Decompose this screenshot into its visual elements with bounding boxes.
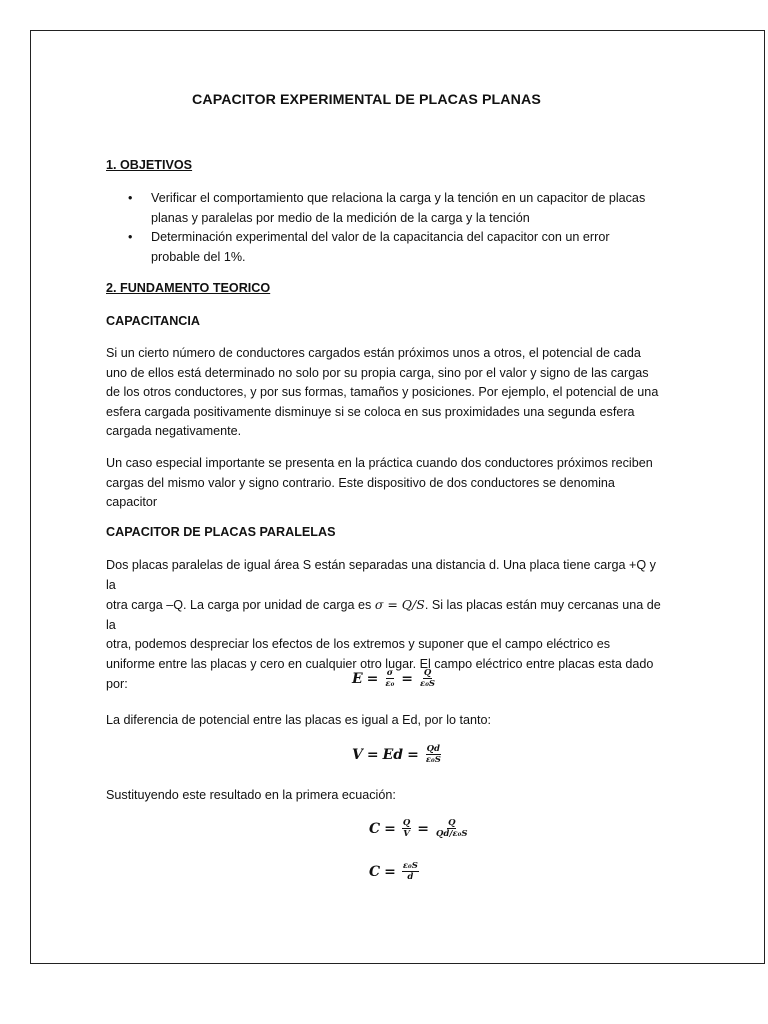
paragraph-text: . Si las placas están muy cercanas una de la (106, 598, 661, 632)
paragraph-capacitancia (106, 344, 666, 442)
fraction (419, 668, 436, 689)
fraction-denominator: Qd/ε₀S (436, 829, 468, 839)
list-item (106, 228, 666, 267)
inline-formula-sigma: σ = Q/S (374, 597, 425, 613)
bullet-icon: • (128, 191, 133, 205)
equals-sign: = (384, 863, 396, 880)
fraction-denominator: ε₀S (425, 755, 441, 765)
paragraph-sustituyendo: Sustituyendo este resultado en la primera ecuación: (106, 788, 396, 802)
equals-sign: = (366, 746, 379, 763)
fraction-numerator: Q (423, 668, 432, 678)
fraction-numerator: Q (448, 818, 456, 828)
equals-sign: = (417, 820, 430, 837)
paragraph-caso-especial (106, 454, 666, 513)
fraction-denominator: ε₀ (385, 679, 395, 689)
equals-sign: = (401, 670, 414, 687)
fraction-numerator: Q (402, 818, 411, 828)
objectives-list (106, 189, 666, 267)
fraction (435, 818, 468, 839)
fraction-denominator: V (403, 829, 410, 839)
bullet-icon: • (128, 230, 133, 245)
subheading-capacitancia: CAPACITANCIA (106, 314, 200, 328)
fraction-denominator: d (407, 872, 414, 882)
paragraph-line: por: (106, 676, 128, 691)
document-title: CAPACITOR EXPERIMENTAL DE PLACAS PLANAS (192, 92, 541, 108)
list-item-line: Verificar el comportamiento que relaciona la carga y la tención en un capacitor de placas (151, 191, 646, 205)
formula-symbol: V (352, 746, 363, 763)
fraction (402, 818, 411, 839)
formula-symbol: C (369, 863, 381, 880)
fraction (402, 861, 419, 882)
formula-capacitance-final (369, 861, 421, 882)
section-heading-fundamento: 2. FUNDAMENTO TEORICO (106, 281, 271, 295)
equals-sign: = (407, 746, 419, 763)
fraction-numerator: σ (386, 668, 393, 678)
paragraph-line: otra, podemos despreciar los efectos de los extremos y suponer que el campo eléctrico es (106, 637, 611, 652)
equals-sign: = (366, 670, 379, 687)
equals-sign: = (384, 820, 396, 837)
paragraph-line: Dos placas paralelas de igual área S están separadas una distancia d. Una placa tiene carga +Q y la (106, 558, 656, 592)
list-item-line: probable del 1%. (151, 249, 246, 264)
paragraph-line: uno de ellos está determinado no solo por su propia carga, sino por el valor y signo de las cargas (106, 365, 649, 380)
list-item (106, 189, 666, 228)
paragraph-line (106, 595, 666, 635)
formula-potential (352, 744, 444, 765)
fraction-numerator: Qd (426, 744, 440, 754)
section-heading-objetivos: 1. OBJETIVOS (106, 158, 193, 172)
fraction-numerator: ε₀S (402, 861, 418, 871)
paragraph-line: Un caso especial importante se presenta en la práctica cuando dos conductores próximos reciben (106, 456, 653, 470)
list-item-line: Determinación experimental del valor de la capacitancia del capacitor con un error (151, 230, 610, 245)
paragraph-line: cargada negativamente. (106, 424, 242, 439)
fraction-denominator: ε₀S (420, 679, 436, 689)
paragraph-line: uniforme entre las placas y cero en cualquier otro lugar. El campo eléctrico entre placas esta dado (106, 656, 654, 671)
paragraph-line: capacitor (106, 495, 158, 510)
fraction (384, 668, 395, 689)
formula-term: Ed (382, 746, 404, 763)
paragraph-line: de los otros conductores, y por sus formas, tamaños y posiciones. Por ejemplo, el potencial de una (106, 385, 659, 400)
formula-capacitance-derivation (369, 818, 471, 839)
paragraph-diferencia-potencial: La diferencia de potencial entre las placas es igual a Ed, por lo tanto: (106, 713, 492, 727)
formula-electric-field (352, 668, 438, 689)
fraction (425, 744, 442, 765)
paragraph-line: esfera cargada positivamente disminuye si se coloca en sus proximidades una segunda esfera (106, 404, 635, 419)
paragraph-text: otra carga –Q. La carga por unidad de carga es (106, 598, 375, 613)
formula-symbol: E (352, 670, 363, 687)
paragraph-line: cargas del mismo valor y signo contrario. Este dispositivo de dos conductores se denomina (106, 475, 615, 490)
formula-symbol: C (369, 820, 381, 837)
subheading-placas-paralelas: CAPACITOR DE PLACAS PARALELAS (106, 525, 336, 539)
paragraph-line: Si un cierto número de conductores cargados están próximos unos a otros, el potencial de cada (106, 346, 641, 360)
list-item-line: planas y paralelas por medio de la medición de la carga y la tención (151, 210, 530, 225)
